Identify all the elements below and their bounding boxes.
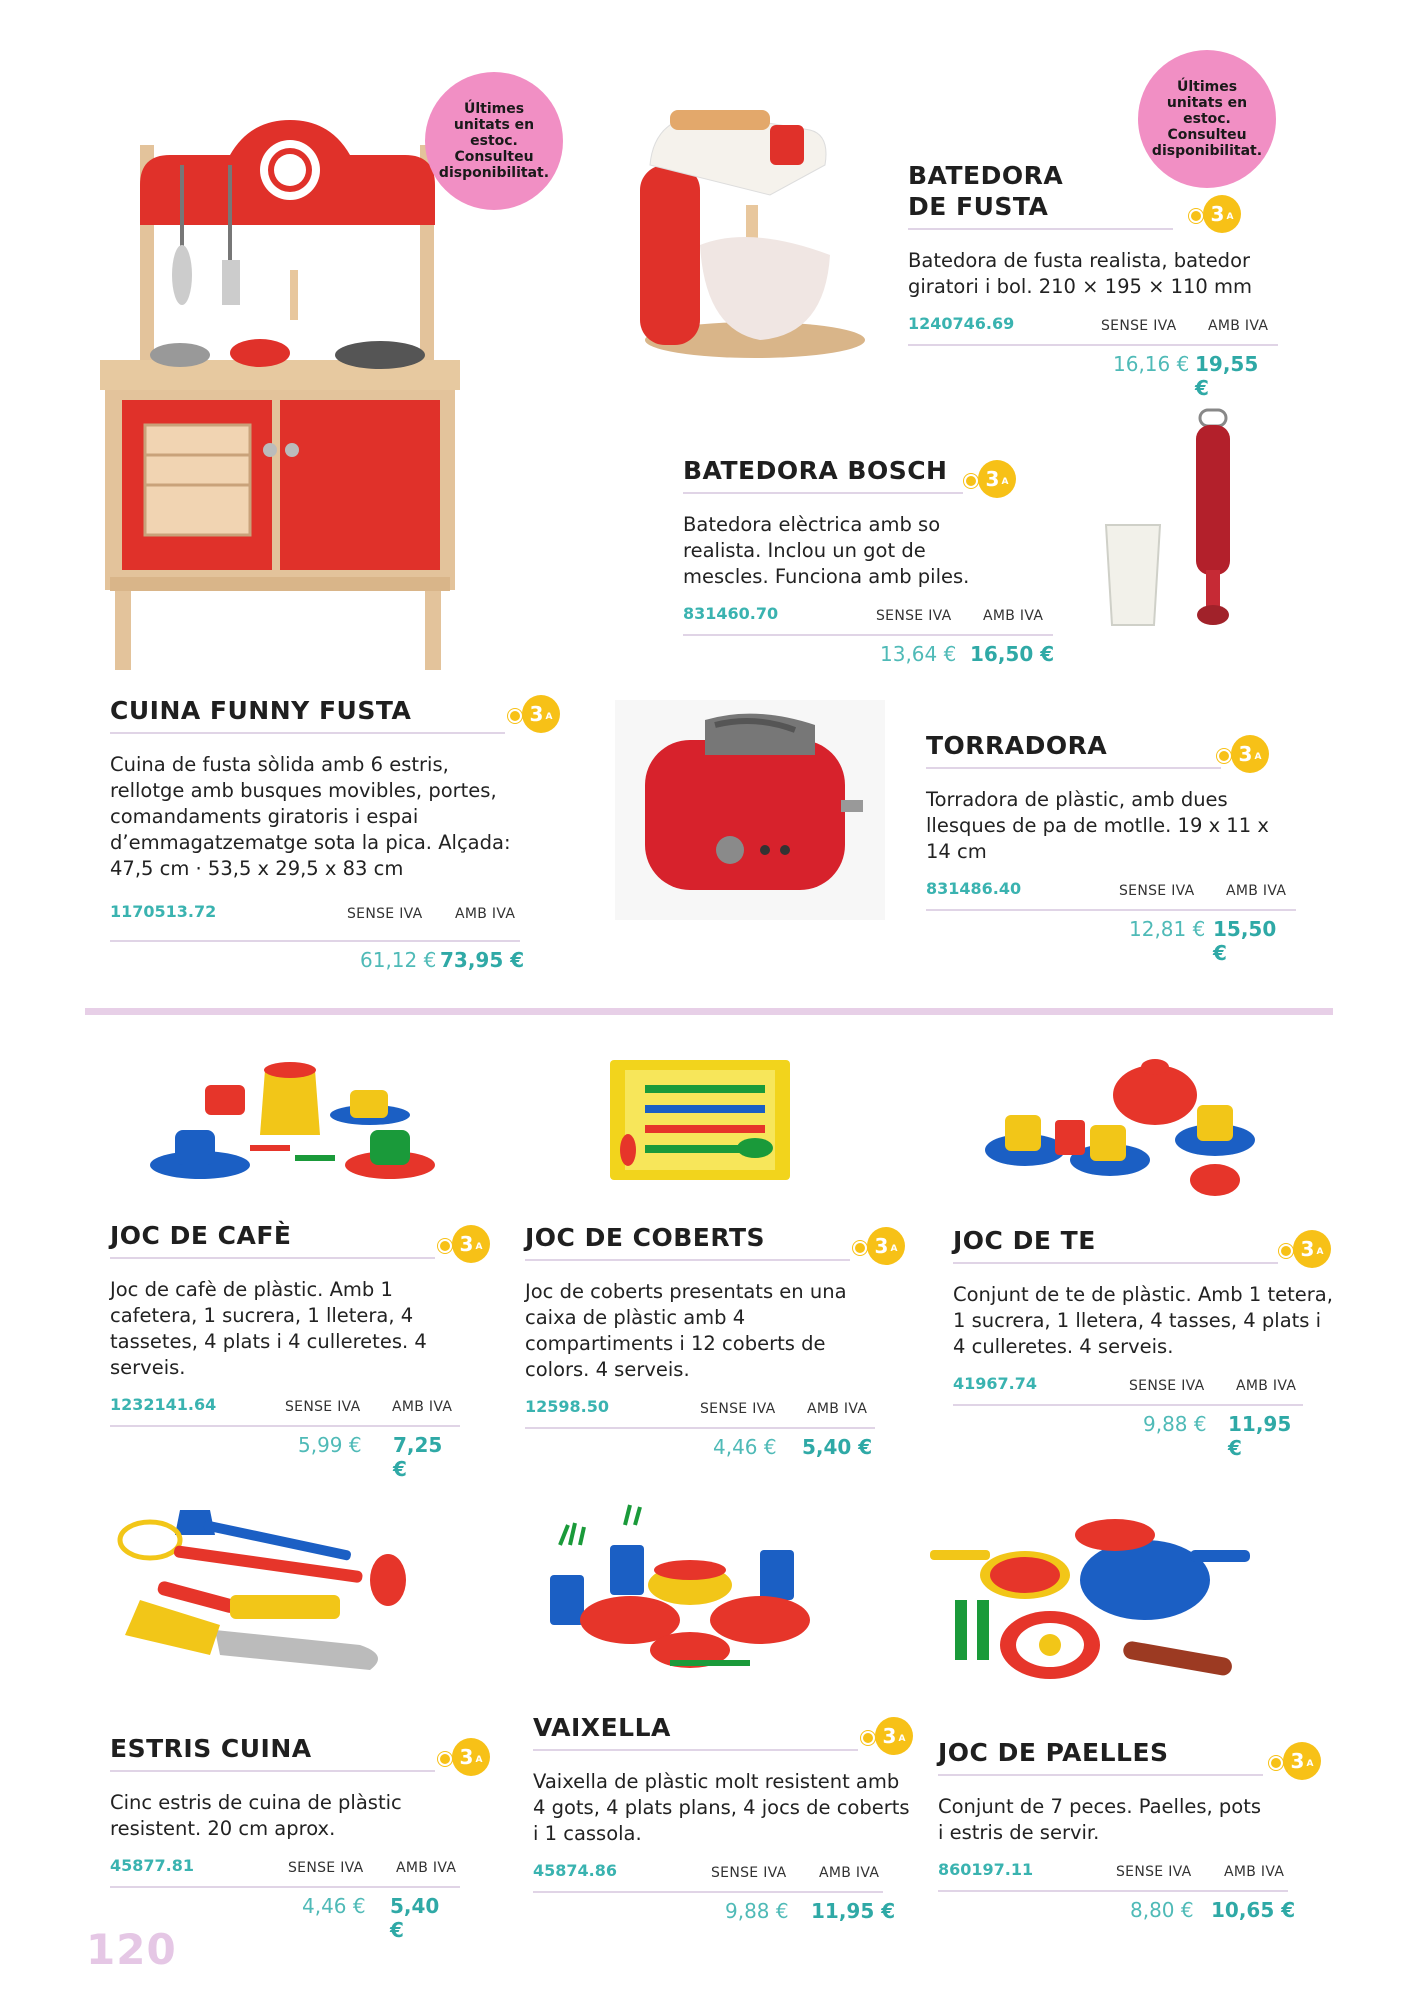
coffee-set-image — [130, 1045, 440, 1195]
gross-price: 19,55 € — [1195, 352, 1259, 400]
net-price: 9,88 € — [725, 1899, 789, 1923]
net-price-header: SENSE IVA — [876, 608, 952, 624]
product-card — [110, 1220, 483, 1481]
product-title: VAIXELLA — [533, 1713, 671, 1742]
age-badge: 3 A — [978, 460, 1016, 498]
net-price-header: SENSE IVA — [1119, 883, 1195, 899]
gross-price-header: AMB IVA — [1236, 1378, 1297, 1394]
gross-price-header: AMB IVA — [1224, 1864, 1285, 1880]
tableware-image — [530, 1505, 840, 1685]
product-code: 831486.40 — [926, 879, 1022, 898]
stock-notice-bubble: Últimes unitats en estoc. Consulteu disponibilitat. — [425, 72, 563, 210]
product-description: Joc de cafè de plàstic. Amb 1 cafetera, 1 sucrera, 1 lletera, 4 tassetes, 4 plats i 4 culleretes. 4 serveis. — [110, 1278, 427, 1379]
gross-price-header: AMB IVA — [392, 1399, 453, 1415]
net-price-header: SENSE IVA — [700, 1401, 776, 1417]
toaster-image — [615, 700, 885, 920]
gross-price: 7,25 € — [393, 1433, 443, 1481]
product-description: Torradora de plàstic, amb dues llesques de pa de motlle. 19 x 11 x 14 cm — [926, 788, 1269, 863]
wooden-mixer-image — [630, 105, 880, 365]
page-number: 120 — [86, 1925, 177, 1974]
age-badge: 3 A — [522, 695, 560, 733]
wooden-kitchen-image — [100, 115, 470, 675]
age-badge: 3 A — [1293, 1230, 1331, 1268]
product-card — [110, 1733, 483, 1942]
gross-price: 5,40 € — [802, 1435, 873, 1459]
product-card — [953, 1225, 1333, 1460]
product-description: Batedora de fusta realista, batedor giratori i bol. 210 × 195 × 110 mm — [908, 249, 1253, 298]
net-price-header: SENSE IVA — [1116, 1864, 1192, 1880]
product-title: JOC DE PAELLES — [938, 1738, 1169, 1767]
net-price: 4,46 € — [302, 1894, 366, 1918]
product-title: BATEDORA BOSCH — [683, 456, 948, 485]
hand-blender-image — [1100, 400, 1250, 640]
product-description: Batedora elèctrica amb so realista. Inclou un got de mescles. Funciona amb piles. — [683, 513, 970, 588]
gross-price-header: AMB IVA — [983, 608, 1044, 624]
age-badge: 3 A — [1283, 1742, 1321, 1780]
product-title: CUINA FUNNY FUSTA — [110, 696, 412, 725]
gross-price-header: AMB IVA — [455, 906, 516, 922]
product-card — [683, 455, 1063, 676]
gross-price: 73,95 € — [440, 948, 525, 972]
product-card — [533, 1712, 913, 1933]
product-description: Vaixella de plàstic molt resistent amb 4 gots, 4 plats plans, 4 jocs de coberts i 1 cassola. — [533, 1770, 910, 1845]
net-price-header: SENSE IVA — [1129, 1378, 1205, 1394]
cutlery-set-image — [600, 1050, 800, 1190]
gross-price: 15,50 € — [1213, 917, 1277, 965]
gross-price: 11,95 € — [1228, 1412, 1292, 1460]
net-price-header: SENSE IVA — [1101, 318, 1177, 334]
gross-price: 10,65 € — [1211, 1898, 1296, 1922]
gross-price-header: AMB IVA — [819, 1865, 880, 1881]
age-badge: 3 A — [867, 1227, 905, 1265]
net-price: 5,99 € — [298, 1433, 362, 1457]
pans-set-image — [935, 1505, 1255, 1705]
gross-price: 5,40 € — [390, 1894, 440, 1942]
net-price: 13,64 € — [880, 642, 957, 666]
product-description: Joc de coberts presentats en una caixa de plàstic amb 4 compartiments i 12 coberts de colors. 4 serveis. — [525, 1280, 847, 1381]
product-card — [908, 160, 1278, 400]
kitchen-utensils-image — [120, 1505, 410, 1685]
product-code: 1240746.69 — [908, 314, 1015, 333]
product-code: 1232141.64 — [110, 1395, 217, 1414]
tea-set-image — [975, 1045, 1275, 1205]
net-price-header: SENSE IVA — [347, 906, 423, 922]
gross-price-header: AMB IVA — [807, 1401, 868, 1417]
age-badge: 3 A — [1203, 195, 1241, 233]
product-code: 831460.70 — [683, 604, 779, 623]
product-description: Conjunt de te de plàstic. Amb 1 tetera, 1 sucrera, 1 lletera, 4 tasses, 4 plats i 4 culleretes. 4 serveis. — [953, 1283, 1333, 1358]
net-price: 4,46 € — [713, 1435, 777, 1459]
product-code: 1170513.72 — [110, 902, 217, 921]
net-price-header: SENSE IVA — [711, 1865, 787, 1881]
gross-price: 16,50 € — [970, 642, 1055, 666]
net-price: 61,12 € — [360, 948, 437, 972]
product-title: TORRADORA — [926, 731, 1108, 760]
product-title: JOC DE COBERTS — [525, 1223, 766, 1252]
product-card — [110, 695, 553, 982]
product-card — [938, 1737, 1314, 1932]
product-title: BATEDORA DE FUSTA — [908, 161, 1064, 221]
age-badge: 3 A — [875, 1717, 913, 1755]
product-card — [525, 1222, 898, 1469]
gross-price-header: AMB IVA — [1226, 883, 1287, 899]
age-badge: 3 A — [452, 1738, 490, 1776]
net-price-header: SENSE IVA — [288, 1860, 364, 1876]
section-divider — [85, 1008, 1333, 1015]
product-card — [926, 730, 1296, 965]
product-description: Cinc estris de cuina de plàstic resistent. 20 cm aprox. — [110, 1791, 402, 1840]
net-price: 12,81 € — [1129, 917, 1206, 941]
gross-price-header: AMB IVA — [396, 1860, 457, 1876]
product-code: 860197.11 — [938, 1860, 1034, 1879]
stock-notice-bubble: Últimes unitats en estoc. Consulteu disponibilitat. — [1138, 50, 1276, 188]
product-description: Conjunt de 7 peces. Paelles, pots i estris de servir. — [938, 1795, 1262, 1844]
product-code: 45874.86 — [533, 1861, 618, 1880]
product-code: 41967.74 — [953, 1374, 1038, 1393]
age-badge: 3 A — [452, 1225, 490, 1263]
product-code: 45877.81 — [110, 1856, 195, 1875]
product-description: Cuina de fusta sòlida amb 6 estris, rellotge amb busques movibles, portes, comandaments giratoris i espai d’emmagatzematge sota la pica. Alçada: 47,5 cm · 53,5 x 29,5 x 83 cm — [110, 753, 511, 880]
product-title: JOC DE TE — [953, 1226, 1096, 1255]
gross-price: 11,95 € — [811, 1899, 896, 1923]
net-price-header: SENSE IVA — [285, 1399, 361, 1415]
net-price: 8,80 € — [1130, 1898, 1194, 1922]
product-code: 12598.50 — [525, 1397, 610, 1416]
net-price: 9,88 € — [1143, 1412, 1207, 1436]
net-price: 16,16 € — [1113, 352, 1190, 376]
product-title: ESTRIS CUINA — [110, 1734, 312, 1763]
gross-price-header: AMB IVA — [1208, 318, 1269, 334]
product-title: JOC DE CAFÈ — [110, 1221, 292, 1250]
age-badge: 3 A — [1231, 735, 1269, 773]
